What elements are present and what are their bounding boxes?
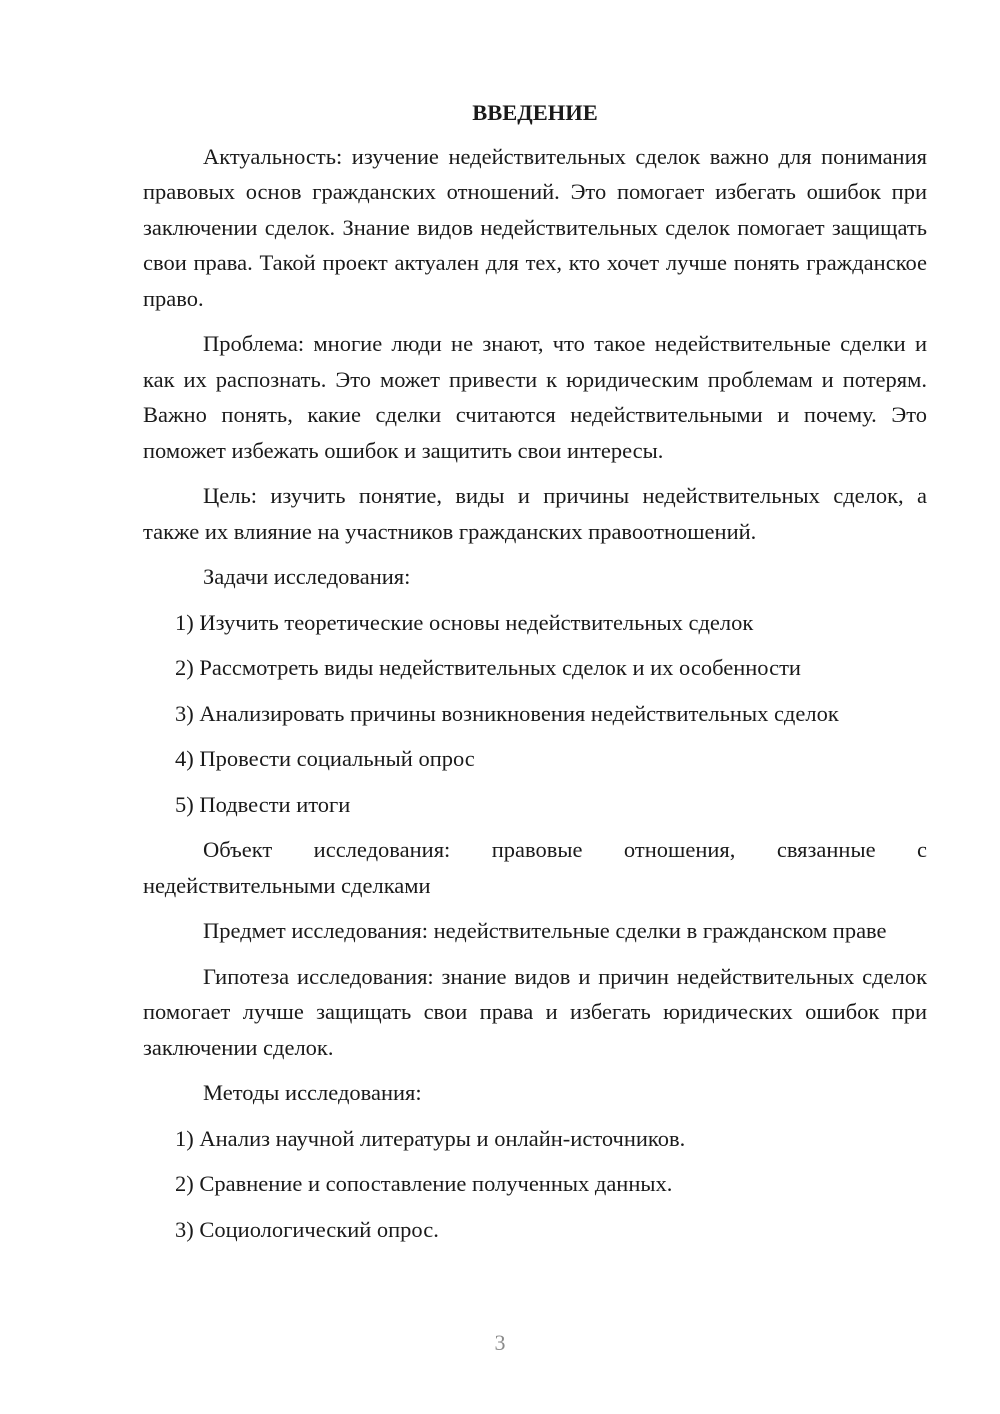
list-item: 2) Сравнение и сопоставление полученных данных.: [175, 1171, 673, 1196]
document-body: [143, 95, 927, 1257]
methods-list: [143, 1121, 927, 1248]
list-item: 5) Подвести итоги: [175, 791, 351, 817]
page-number: 3: [494, 1330, 506, 1355]
methods-heading: Методы исследования:: [203, 1080, 422, 1105]
relevance-paragraph: Актуальность: изучение недействительных сделок важно для понимания правовых основ гражданских отношений. Это помогает избегать ошибок при заключении сделок. Знание видов недействительных сделок помогает защищать свои права. Такой проект актуален для тех, кто хочет лучше понять гражданское право.: [143, 143, 927, 311]
list-item: 3) Социологический опрос.: [175, 1216, 439, 1242]
subject-paragraph: Предмет исследования: недействительные сделки в гражданском праве: [203, 918, 887, 943]
list-item: 3) Анализировать причины возникновения недействительных сделок: [175, 700, 839, 726]
problem-paragraph: Проблема: многие люди не знают, что такое недействительные сделки и как их распознать. Это может привести к юридическим проблемам и потерям. Важно понять, какие сделки считаются недействительными и почему. Это поможет избежать ошибок и защитить свои интересы.: [143, 331, 927, 463]
tasks-heading: Задачи исследования:: [203, 564, 411, 589]
hypothesis-paragraph: Гипотеза исследования: знание видов и причин недействительных сделок помогает лучше защищать свои права и избегать юридических ошибок при заключении сделок.: [143, 963, 927, 1060]
tasks-list: [143, 605, 927, 823]
list-item: 1) Изучить теоретические основы недействительных сделок: [175, 609, 754, 635]
goal-paragraph: Цель: изучить понятие, виды и причины недействительных сделок, а также их влияние на участников гражданских правоотношений.: [143, 483, 927, 544]
list-item: 2) Рассмотреть виды недействительных сделок и их особенности: [175, 655, 801, 680]
list-item: 1) Анализ научной литературы и онлайн-источников.: [175, 1125, 686, 1151]
list-item: 4) Провести социальный опрос: [175, 746, 475, 771]
object-paragraph: Объект исследования: правовые отношения, связанные с недействительными сделками: [143, 837, 927, 898]
page-title: ВВЕДЕНИЕ: [472, 100, 598, 125]
